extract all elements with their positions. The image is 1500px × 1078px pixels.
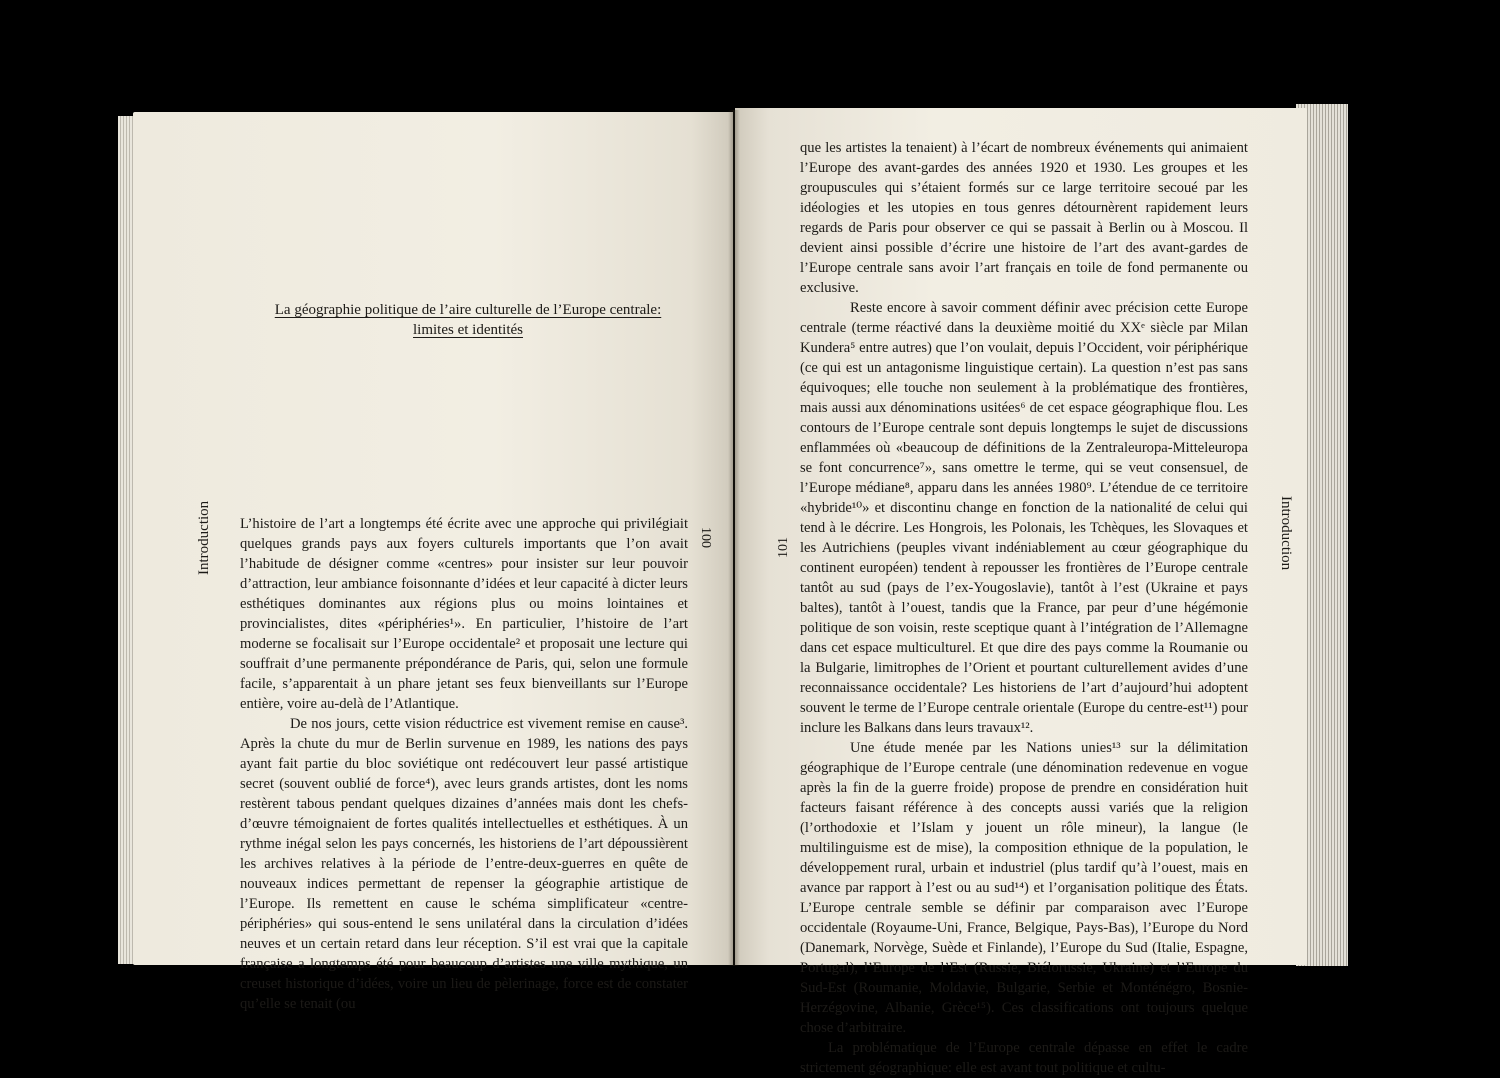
paragraph: De nos jours, cette vision réductrice est vivement remise en cause³. Après la chute du mur de Berlin survenue en 1989, les nations des pays ayant fait partie du bloc soviétique ont redécouvert leur passé artistique secret (souvent oublié de force⁴), avec leurs grands artistes, dont les noms restèrent tabous pendant quelques dizaines d’années mais dont les chefs-d’œuvre témoignaient de fortes qualités intellectuelles et esthétiques. À un rythme inégal selon les pays concernés, les historiens de l’art dépoussièrent les archives relatives à la période de l’entre-deux-guerres en quête de nouveaux indices permettant de repenser la géographie artistique de l’Europe. Ils remettent en cause le schéma simplificateur «centre-périphéries» qui sous-entend le sens unilatéral dans la circulation d’idées neuves et un certain retard dans leur réception. S’il est vrai que la capitale française a longtemps été pour beaucoup d’artistes une ville mythique, un creuset historique d’idées, voire un lieu de pèlerinage, force est de constater qu’elle se tenait (ou [240,716,688,1012]
chapter-title-line-1: La géographie politique de l’aire culturelle de l’Europe centrale: [274,302,662,318]
paragraph: Une étude menée par les Nations unies¹³ sur la délimitation géographique de l’Europe centrale (une dénomination redevenue en vogue après la fin de la guerre froide) propose de prendre en considération huit facteurs faisant référence à des concepts aussi variés que la religion (l’orthodoxie et l’Islam y jouent un rôle mineur), la langue (le multilinguisme est de mise), la composition ethnique de la population, le développement rural, urbain et industriel (plus tardif qu’à l’ouest, mais en avance par rapport à l’est ou au sud¹⁴) et l’organisation politique des États. L’Europe centrale semble se définir par comparaison avec l’Europe occidentale (Royaume-Uni, France, Belgique, Pays-Bas), l’Europe du Nord (Danemark, Norvège, Suède et Finlande), l’Europe du Sud (Italie, Espagne, Portugal), l’Europe de l’Est (Russie, Biélorussie, Ukraine) et l’Europe du Sud-Est (Roumanie, Moldavie, Bulgarie, Serbie et Monténégro, Bosnie-Herzégovine, Albanie, Grèce¹⁵). Ces classifications ont toujours quelque chose d’arbitraire. [800,740,1248,1036]
chapter-title [240,300,696,340]
paragraph: que les artistes la tenaient) à l’écart de nombreux événements qui animaient l’Europe des avant-gardes des années 1920 et 1930. Les groupes et les groupuscules qui s’étaient formés sur ce large territoire secoué par les idéologies et les utopies en tous genres détournèrent rapidement leurs regards de Paris pour observer ce qui se passait à Berlin ou à Moscou. Il devient ainsi possible d’écrire une histoire de l’art des avant-gardes de l’Europe centrale sans avoir l’art français en toile de fond permanente ou exclusive. [800,140,1248,296]
page-number-right: 101 [776,537,791,558]
page-number-left: 100 [698,527,713,548]
paragraph: Reste encore à savoir comment définir avec précision cette Europe centrale (terme réactivé dans la deuxième moitié du XXᵉ siècle par Milan Kundera⁵ entre autres) que l’on voulait, depuis l’Occident, voir périphérique (ce qui est un antagonisme linguistique certain). La question n’est pas sans équivoques; elle touche non seulement à la problématique des frontières, mais aussi aux dénominations usitées⁶ de cet espace géographique flou. Les contours de l’Europe centrale sont depuis longtemps le sujet de discussions enflammées où «beaucoup de définitions de la Zentraleuropa-Mitteleuropa se font concurrence⁷», sans omettre le terme, qui se veut consensuel, de l’Europe médiane⁸, apparu dans les années 1980⁹. L’étendue de ce territoire «hybride¹⁰» et discontinu change en fonction de la nationalité de celui qui tend à le décrire. Les Hongrois, les Polonais, les Tchèques, les Slovaques et les Autrichiens (peuples vivant indéniablement au cœur géographique du continent européen) tendent à repousser les frontières de l’Europe centrale tantôt au sud (pays de l’ex-Yougoslavie), tantôt à l’est (Ukraine et pays baltes), tantôt à l’ouest, tandis que la France, par peur d’une hégémonie politique de son voisin, reste sceptique quant à l’intégration de l’Allemagne dans cet espace multiculturel. Et que dire des pays comme la Roumanie ou la Bulgarie, limitrophes de l’Orient et pourtant culturellement avides d’une reconnaissance occidentale? Les historiens de l’art d’aujourd’hui adoptent souvent le terme de l’Europe centrale orientale (Europe du centre-est¹¹) pour inclure les Balkans dans leurs travaux¹². [800,300,1248,736]
left-body-text [240,514,688,1014]
book-gutter [728,110,740,966]
paragraph: L’histoire de l’art a longtemps été écrite avec une approche qui privilégiait quelques grands pays aux foyers culturels importants que l’on avait l’habitude de désigner comme «centres» pour insister sur leur pouvoir d’attraction, leur ambiance foisonnante d’idées et leur capacité à dicter leurs esthétiques dominantes aux régions plus ou moins lointaines et provincialistes, dites «périphéries¹». En particulier, l’histoire de l’art moderne se focalisait sur l’Europe occidentale² et proposait une lecture qui souffrait d’une permanente prépondérance de Paris, qui, selon une formule facile, s’apparentait à un phare jetant ses feux bienveillants sur l’Europe entière, voire au-delà de l’Atlantique. [240,516,688,712]
running-head-left: Introduction [196,500,212,575]
paragraph: La problématique de l’Europe centrale dépasse en effet le cadre strictement géographique: elle est avant tout politique et cultu- [800,1040,1248,1076]
right-body-text [800,138,1248,1078]
chapter-title-line-2: limites et identités [413,322,523,338]
running-head-right: Introduction [1278,496,1294,571]
